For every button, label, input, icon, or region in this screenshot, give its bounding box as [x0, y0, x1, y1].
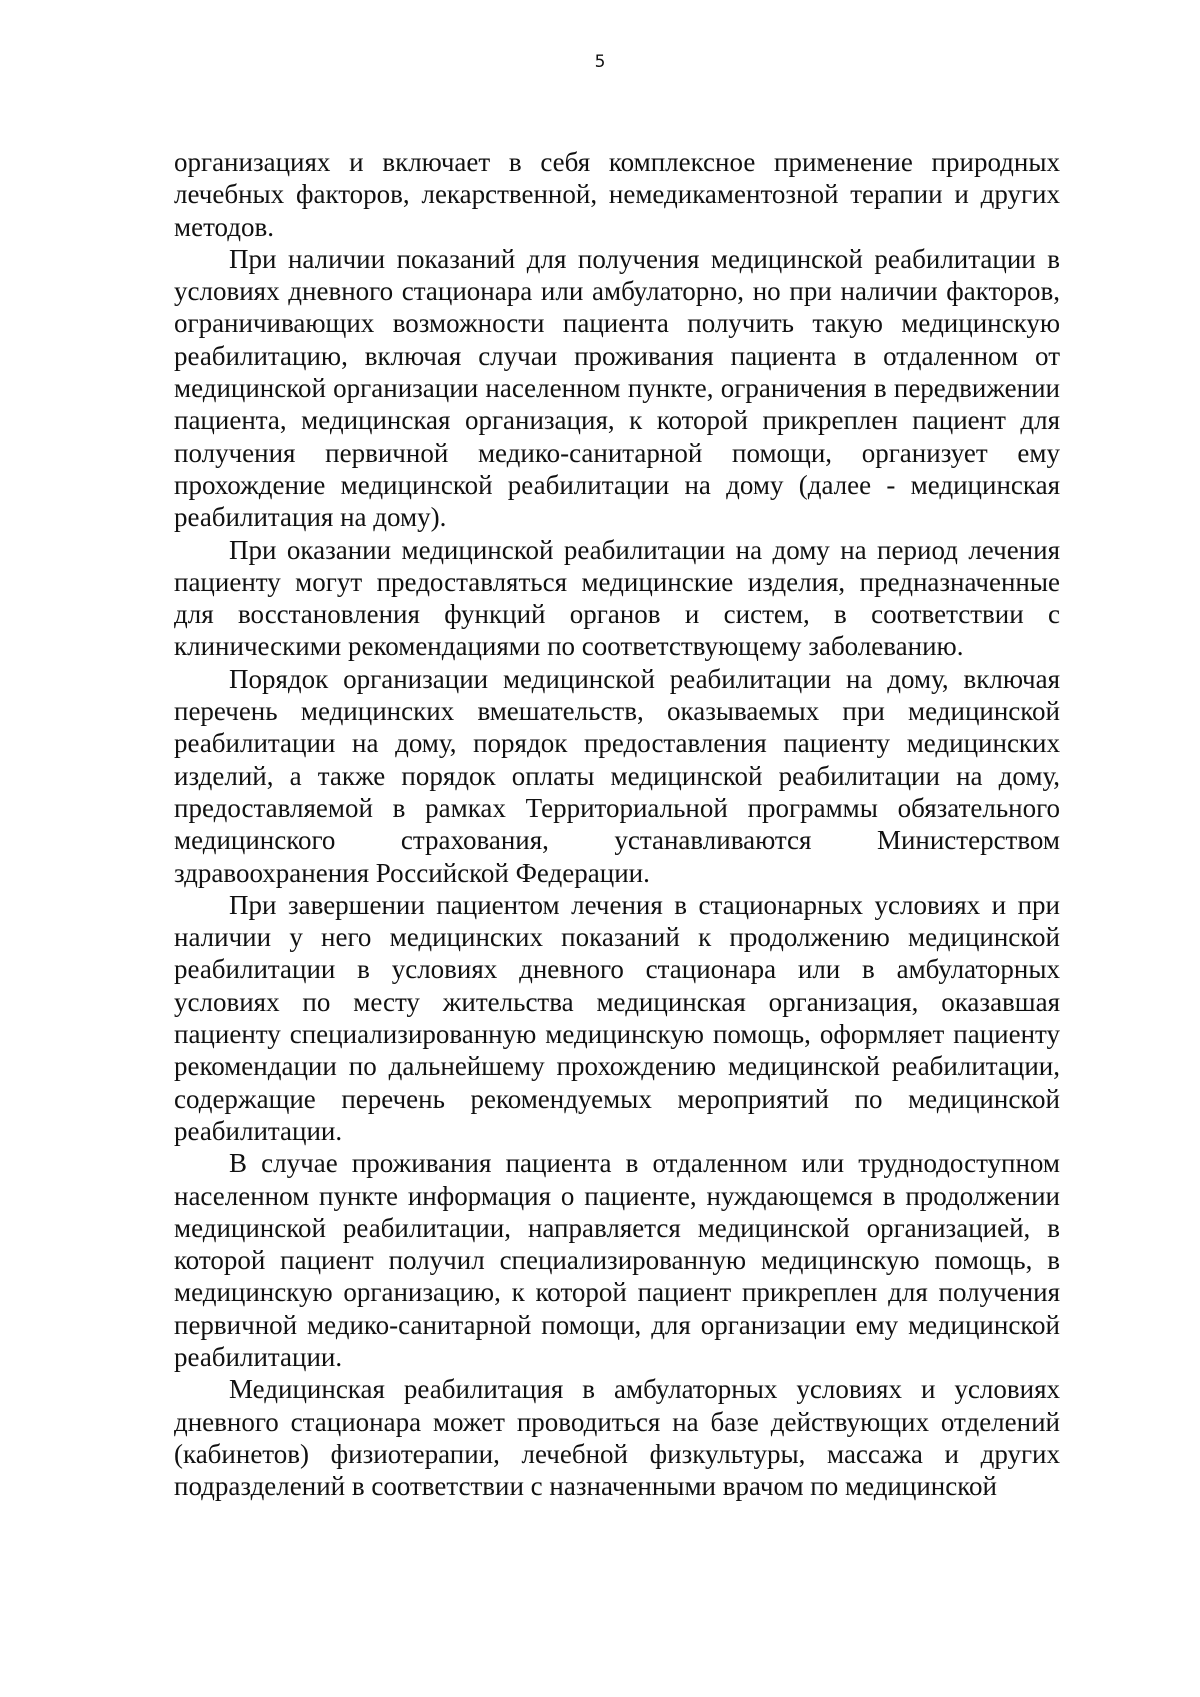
paragraph-medical-devices: При оказании медицинской реабилитации на дому на период лечения пациенту могут предоставляться медицинские изделия, предназначенные для восстановления функций органов и систем, в соответствии с клиническими рекомендациями по соответствующему заболеванию. [174, 534, 1060, 662]
paragraph-discharge-recommendations: При завершении пациентом лечения в стационарных условиях и при наличии у него медицинских показаний к продолжению медицинской реабилитации в условиях дневного стационара или в амбулаторных условиях по месту жительства медицинская организация, оказавшая пациенту специализированную медицинскую помощь, оформляет пациенту рекомендации по дальнейшему прохождению медицинской реабилитации, содержащие перечень рекомендуемых мероприятий по медицинской реабилитации. [174, 889, 1060, 1146]
paragraph-continuation: организациях и включает в себя комплексное применение природных лечебных факторов, лекарственной, немедикаментозной терапии и других методов. [174, 147, 1060, 242]
document-body [174, 146, 1060, 1502]
paragraph-procedure: Порядок организации медицинской реабилитации на дому, включая перечень медицинских вмешательств, оказываемых при медицинской реабилитации на дому, порядок предоставления пациенту медицинских изделий, а также порядок оплаты медицинской реабилитации на дому, предоставляемой в рамках Территориальной программы обязательного медицинского страхования, устанавливаются Министерством здравоохранения Российской Федерации. [174, 663, 1060, 888]
paragraph-remote-residence: В случае проживания пациента в отдаленном или труднодоступном населенном пункте информация о пациенте, нуждающемся в продолжении медицинской реабилитации, направляется медицинской организацией, в которой пациент получил специализированную медицинскую помощь, в медицинскую организацию, к которой пациент прикреплен для получения первичной медико-санитарной помощи, для организации ему медицинской реабилитации. [174, 1148, 1060, 1372]
paragraph-outpatient-base: Медицинская реабилитация в амбулаторных условиях и условиях дневного стационара может проводиться на базе действующих отделений (кабинетов) физиотерапии, лечебной физкультуры, массажа и других подразделений в соответствии с назначенными врачом по медицинской [174, 1374, 1060, 1502]
paragraph-home-rehabilitation: При наличии показаний для получения медицинской реабилитации в условиях дневного стационара или амбулаторно, но при наличии факторов, ограничивающих возможности пациента получить такую медицинскую реабилитацию, включая случаи проживания пациента в отдаленном от медицинской организации населенном пункте, ограничения в передвижении пациента, медицинская организация, к которой прикреплен пациент для получения первичной медико-санитарной помощи, организует ему прохождение медицинской реабилитации на дому (далее - медицинская реабилитация на дому). [174, 243, 1060, 533]
page-number: 5 [594, 52, 606, 72]
